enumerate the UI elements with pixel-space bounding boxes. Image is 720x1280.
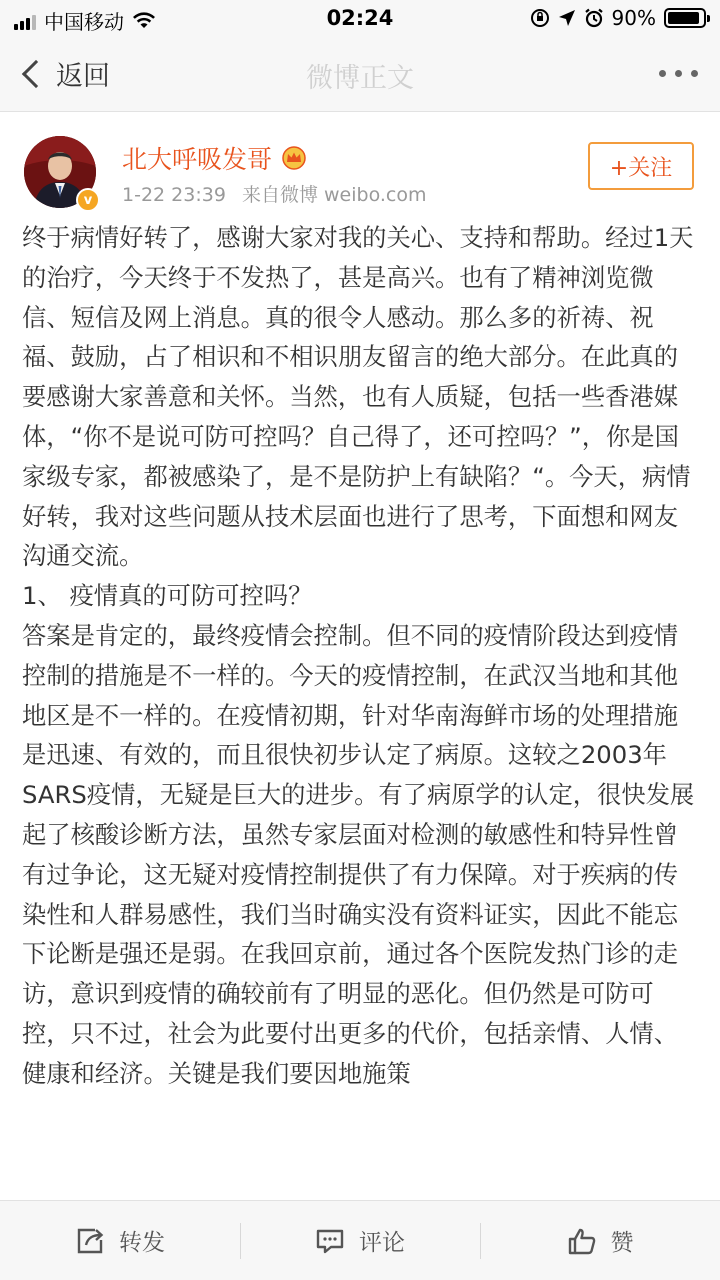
author-header <box>0 112 720 220</box>
comment-button[interactable] <box>240 1201 480 1280</box>
alarm-icon <box>584 8 604 28</box>
comment-icon <box>315 1226 345 1256</box>
crown-icon[interactable] <box>280 146 308 170</box>
status-right <box>530 6 706 30</box>
like-label: 赞 <box>610 1230 634 1256</box>
orientation-lock-icon <box>530 8 550 28</box>
comment-label: 评论 <box>359 1230 405 1256</box>
verified-badge-icon: v <box>76 188 100 212</box>
post-paragraph: 答案是肯定的，最终疫情会控制。但不同的疫情阶段达到疫情控制的措施是不一样的。今天的疫情控制，在武汉当地和其他地区是不一样的。在疫情初期，针对华南海鲜市场的处理措施是迅速、有效的，而且很快初步认定了病原。这较之2003年SARS疫情，无疑是巨大的进步。有了病原学的认定，很快发展起了核酸诊断方法，虽然专家层面对检测的敏感性和特异性曾有过争论，这无疑对疫情控制提供了有力保障。对于疾病的传染性和人群易感性，我们当时确实没有资料证实，因此不能忘下论断是强还是弱。在我回京前，通过各个医院发热门诊的走访，意识到疫情的确较前有了明显的恶化。但仍然是可防可控，只不过，社会为此要付出更多的代价，包括亲情、人情、健康和经济。关键是我们要因地施策 <box>22 620 695 1088</box>
back-label: 返回 <box>56 61 110 92</box>
author-name-label: 北大呼吸发哥 <box>122 145 273 174</box>
more-dot-icon <box>659 70 666 77</box>
author-name[interactable] <box>122 140 308 176</box>
thumbs-up-icon <box>567 1226 597 1256</box>
more-dot-icon <box>675 70 682 77</box>
post-paragraph: 终于病情好转了，感谢大家对我的关心、支持和帮助。经过1天的治疗，今天终于不发热了，甚是高兴。也有了精神浏览微信、短信及网上消息。真的很令人感动。那么多的祈祷、祝福、鼓励，占了相识和不相识朋友留言的绝大部分。在此真的要感谢大家善意和关怀。当然，也有人质疑，包括一些香港媒体，“你不是说可防可控吗？自己得了，还可控吗？”，你是国家级专家，都被感染了，是不是防护上有缺陷？“。今天，病情好转，我对这些问题从技术层面也进行了思考，下面想和网友沟通交流。 <box>22 223 694 571</box>
more-options-button[interactable] <box>659 70 698 77</box>
follow-button[interactable]: +关注 <box>588 142 694 190</box>
post-heading: 1、 疫情真的可防可控吗？ <box>22 581 313 611</box>
nav-bar <box>0 36 720 112</box>
battery-percent: 90% <box>611 6 656 30</box>
carrier-label: 中国移动 <box>44 10 124 34</box>
like-button[interactable] <box>480 1201 720 1280</box>
battery-icon <box>664 8 706 28</box>
post-content <box>22 218 702 1204</box>
post-time: 1-22 23:39 <box>122 184 226 206</box>
post-source: 来自微博 weibo.com <box>241 184 427 206</box>
status-bar <box>0 0 720 36</box>
battery-fill <box>668 12 699 24</box>
more-dot-icon <box>691 70 698 77</box>
repost-button[interactable] <box>0 1201 240 1280</box>
post-meta <box>122 180 427 207</box>
action-bar <box>0 1200 720 1280</box>
status-time: 02:24 <box>326 6 394 30</box>
location-icon <box>558 9 576 27</box>
repost-label: 转发 <box>119 1230 165 1256</box>
page-title: 微博正文 <box>306 63 414 94</box>
repost-icon <box>75 1226 105 1256</box>
